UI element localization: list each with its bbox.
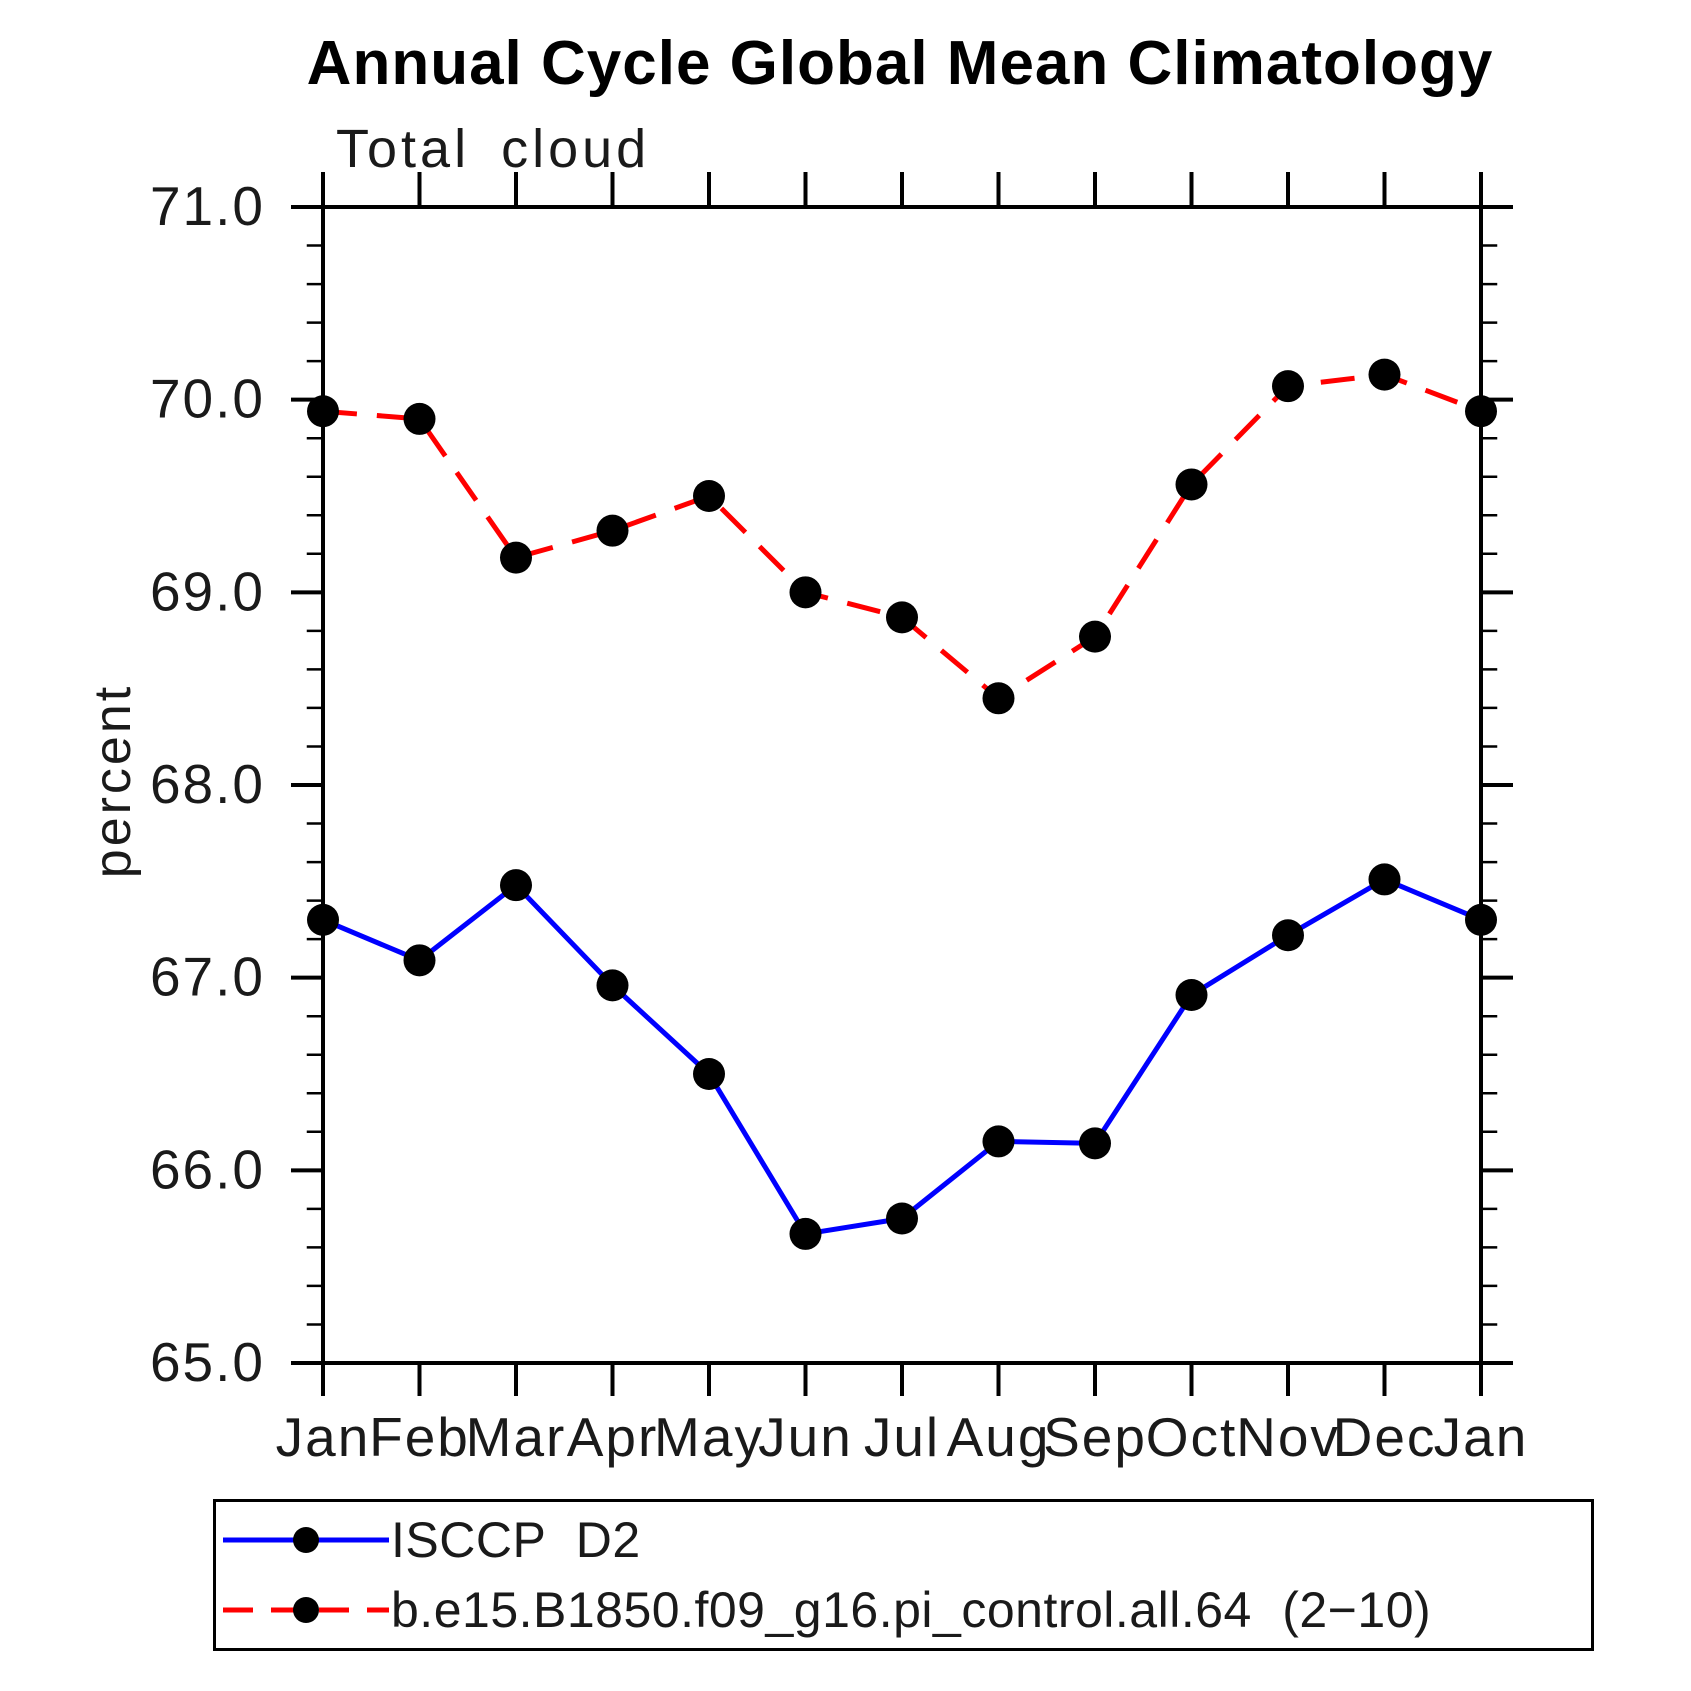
data-point-marker-model bbox=[886, 601, 918, 633]
y-axis-tick-label: 65.0 bbox=[149, 1331, 265, 1393]
legend-sample-line-dashed bbox=[221, 1595, 391, 1625]
data-point-marker-model bbox=[597, 515, 629, 547]
y-axis-tick-label: 71.0 bbox=[149, 175, 265, 237]
data-point-marker-isccp bbox=[1369, 863, 1401, 895]
legend-label-model: b.e15.B1850.f09_g16.pi_control.all.64 (2−10) bbox=[391, 1582, 1432, 1638]
legend-marker-dot bbox=[293, 1527, 319, 1553]
x-axis-tick-label: May bbox=[654, 1406, 764, 1468]
data-point-marker-model bbox=[1079, 621, 1111, 653]
x-axis-tick-label: Dec bbox=[1332, 1406, 1437, 1468]
data-point-marker-isccp bbox=[1465, 904, 1497, 936]
data-point-marker-isccp bbox=[983, 1125, 1015, 1157]
x-axis-tick-label: Mar bbox=[465, 1406, 567, 1468]
x-axis-tick-label: Feb bbox=[369, 1406, 470, 1468]
data-point-marker-isccp bbox=[597, 969, 629, 1001]
data-point-marker-isccp bbox=[500, 869, 532, 901]
y-axis-tick-label: 69.0 bbox=[149, 560, 265, 623]
data-point-marker-model bbox=[500, 542, 532, 574]
data-point-marker-isccp bbox=[1079, 1127, 1111, 1159]
x-axis-tick-label: Sep bbox=[1043, 1406, 1147, 1468]
x-axis-tick-label: Nov bbox=[1236, 1406, 1340, 1468]
data-point-marker-model bbox=[983, 682, 1015, 714]
data-point-marker-model bbox=[404, 403, 436, 435]
x-axis-tick-label: Jul bbox=[863, 1406, 941, 1468]
y-axis-title: percent bbox=[84, 683, 142, 879]
data-point-marker-isccp bbox=[1176, 979, 1208, 1011]
y-axis-tick-label: 66.0 bbox=[149, 1138, 265, 1201]
y-axis-tick-label: 70.0 bbox=[149, 367, 265, 430]
data-point-marker-model bbox=[1369, 359, 1401, 391]
data-point-marker-model bbox=[790, 576, 822, 608]
legend-sample-line-solid bbox=[221, 1525, 391, 1555]
data-point-marker-isccp bbox=[790, 1218, 822, 1250]
chart-subtitle: Total cloud bbox=[336, 119, 651, 179]
data-point-marker-model bbox=[1272, 370, 1304, 402]
data-point-marker-model bbox=[693, 480, 725, 512]
legend-entry-model bbox=[221, 1582, 1432, 1638]
legend-label-isccp: ISCCP D2 bbox=[391, 1512, 641, 1568]
x-axis-tick-label: Apr bbox=[566, 1406, 659, 1468]
y-axis-tick-label: 67.0 bbox=[149, 945, 265, 1008]
x-axis-tick-label: Jan bbox=[275, 1406, 371, 1468]
data-point-marker-isccp bbox=[886, 1203, 918, 1235]
series-line-isccp bbox=[323, 879, 1481, 1234]
data-point-marker-model bbox=[1176, 468, 1208, 500]
data-point-marker-isccp bbox=[404, 944, 436, 976]
legend-marker-dot bbox=[293, 1597, 319, 1623]
series-line-model bbox=[323, 375, 1481, 699]
data-point-marker-model bbox=[307, 395, 339, 427]
chart-title: Annual Cycle Global Mean Climatology bbox=[306, 29, 1494, 98]
data-point-marker-isccp bbox=[307, 904, 339, 936]
legend-entry-isccp bbox=[221, 1512, 641, 1568]
x-axis-tick-label: Aug bbox=[946, 1406, 1051, 1468]
x-axis-tick-label: Jan bbox=[1433, 1406, 1529, 1468]
data-point-marker-isccp bbox=[693, 1058, 725, 1090]
legend-box bbox=[213, 1499, 1594, 1651]
x-axis-tick-label: Jun bbox=[758, 1406, 853, 1468]
data-point-marker-model bbox=[1465, 395, 1497, 427]
data-point-marker-isccp bbox=[1272, 919, 1304, 951]
x-axis-tick-label: Oct bbox=[1145, 1406, 1238, 1468]
y-axis-tick-label: 68.0 bbox=[149, 753, 265, 815]
